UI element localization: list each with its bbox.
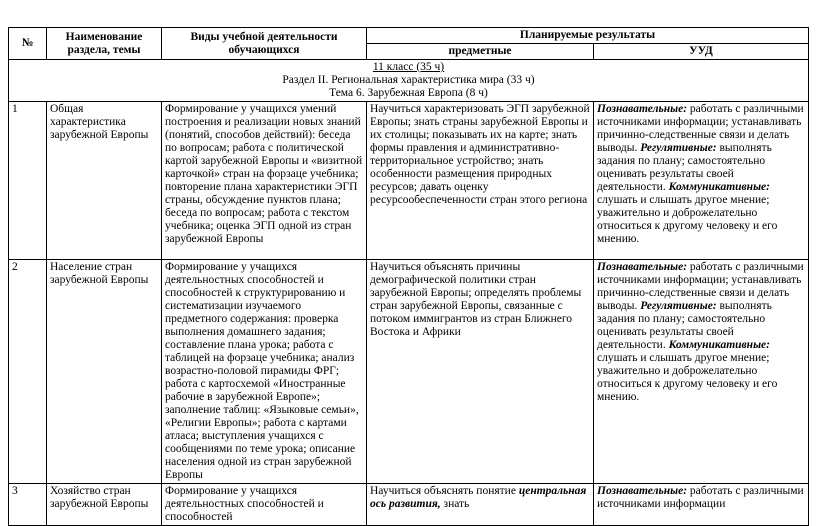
row-topic: Хозяйство стран зарубежной Европы — [47, 484, 162, 526]
row-subject-results — [367, 484, 594, 526]
theme-title: Тема 6. Зарубежная Европа (8 ч) — [329, 87, 488, 99]
grade-title: 11 класс (35 ч) — [372, 61, 445, 73]
subject-text-post: знать — [443, 498, 470, 510]
header-section-name: Наименование раздела, темы — [47, 28, 162, 60]
table-row — [9, 102, 809, 260]
table-row — [9, 260, 809, 484]
table-row — [9, 484, 809, 526]
uud-cognitive-text: работать с различными источниками информации; устанавливать причинно-следственные связи и делать выводы. — [597, 103, 804, 154]
header-uud: УУД — [594, 44, 809, 60]
row-uud — [594, 260, 809, 484]
row-activity: Формирование у учащихся деятельностных способностей и способностей к структурированию и систематизации изучаемого предметного содержания: проверка выполнения домашнего задания; составление плана урока; работа с таблицей на форзаце учебника; анализ возрастно-половой пирамиды ФРГ; работа с картосхемой «Иностранные рабочие в зарубежной Европе»; заполнение таблиц: «Языковые семьи», «Религии Европы»; работа с картами атласа; выступления учащихся с сообщениями по теме урока; описание населения одной из стран зарубежной Европы — [162, 260, 367, 484]
row-subject-results: Научиться характеризовать ЭГП зарубежной Европы; знать страны зарубежной Европы и их столицы; показывать их на карте; знать формы правления и административно-территориальное устройство; знать особенности размещения природных ресурсов; давать оценку ресурсообеспеченности стран этого региона — [367, 102, 594, 260]
uud-cognitive-text: работать с различными источниками информации; устанавливать причинно-следственные связи и делать выводы. — [597, 261, 804, 312]
row-num: 1 — [9, 102, 47, 260]
uud-cognitive-label: Познавательные: — [597, 485, 688, 497]
row-num: 2 — [9, 260, 47, 484]
subject-term: центральная ось развития, — [370, 485, 587, 510]
uud-communicative-label: Коммуникативные: — [668, 339, 770, 351]
row-activity: Формирование у учащихся умений построения и реализации новых знаний (понятий, способов действий): беседа по вопросам; работа с политической картой зарубежной Европы и «визитной карточкой» стран на форзаце учебника; повторение плана характеристики ЭГП страны, обсуждение пунктов плана; беседа по вопросам; работа с текстом учебника; оценка ЭГП одной из стран зарубежной Европы — [162, 102, 367, 260]
row-num: 3 — [9, 484, 47, 526]
header-row — [9, 28, 809, 44]
uud-communicative-label: Коммуникативные: — [668, 181, 770, 193]
uud-regulative-label: Регулятивные: — [640, 300, 717, 312]
uud-communicative-text: слушать и слышать другое мнение; уважительно и доброжелательно относиться к другому человеку и его мнению. — [597, 352, 778, 403]
uud-regulative-text: выполнять задания по плану; самостоятельно оценивать результаты своей деятельности. — [597, 142, 772, 193]
uud-cognitive-text: работать с различными источниками информации — [597, 485, 804, 510]
header-activities: Виды учебной деятельности обучающихся — [162, 28, 367, 60]
part-title: Раздел II. Региональная характеристика мира (33 ч) — [282, 74, 535, 86]
row-activity: Формирование у учащихся деятельностных способностей и способностей — [162, 484, 367, 526]
row-topic: Население стран зарубежной Европы — [47, 260, 162, 484]
row-uud — [594, 102, 809, 260]
uud-regulative-label: Регулятивные: — [640, 142, 717, 154]
subject-text-pre: Научиться объяснять понятие — [370, 485, 516, 497]
header-planned-results: Планируемые результаты — [367, 28, 809, 44]
thematic-plan-table — [8, 27, 809, 526]
uud-communicative-text: слушать и слышать другое мнение; уважительно и доброжелательно относиться к другому человеку и его мнению. — [597, 194, 778, 245]
uud-regulative-text: выполнять задания по плану; самостоятельно оценивать результаты своей деятельности. — [597, 300, 772, 351]
header-num: № — [9, 28, 47, 60]
header-subject-results: предметные — [367, 44, 594, 60]
row-topic: Общая характеристика зарубежной Европы — [47, 102, 162, 260]
section-heading — [9, 60, 809, 102]
section-row — [9, 60, 809, 102]
row-uud — [594, 484, 809, 526]
row-subject-results: Научиться объяснять причины демографической политики стран зарубежной Европы; определять проблемы стран зарубежной Европы, связанные с потоком иммигрантов из стран Ближнего Востока и Африки — [367, 260, 594, 484]
uud-cognitive-label: Познавательные: — [597, 103, 688, 115]
uud-cognitive-label: Познавательные: — [597, 261, 688, 273]
